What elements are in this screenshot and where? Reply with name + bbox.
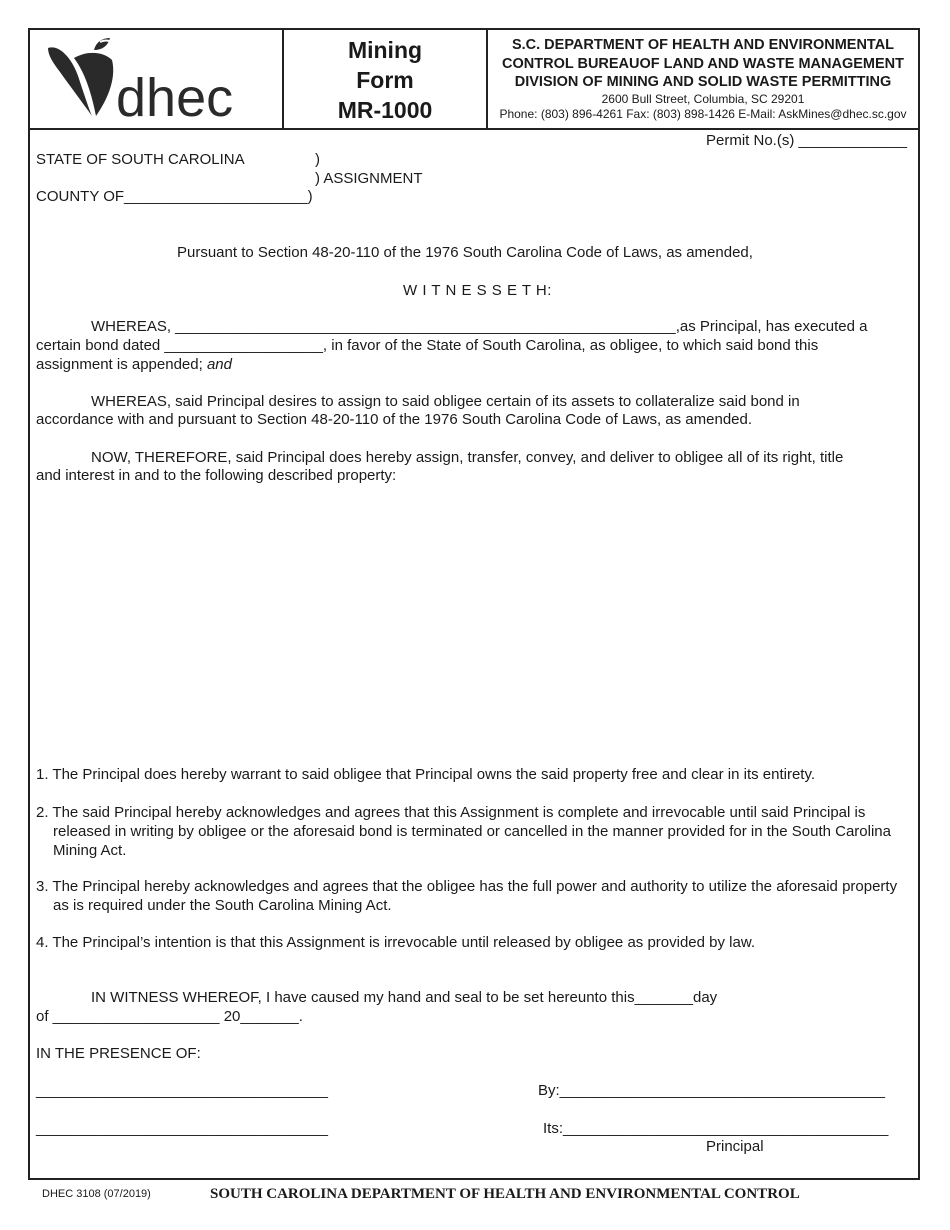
permit-number-field[interactable]: Permit No.(s) _____________ [706,132,907,149]
clause-3: 3. The Principal hereby acknowledges and agrees that the obligee has the full power and authority to utilize the aforesaid property as is required under the South Carolina Mining Act. [36,878,898,914]
caption-paren: ) [315,151,320,168]
dept-line3: DIVISION OF MINING AND SOLID WASTE PERMITTING [514,74,892,90]
dept-address: 2600 Bull Street, Columbia, SC 29201 [601,91,805,106]
svg-text:dhec: dhec [116,68,234,128]
form-title-line1: Mining [347,37,423,63]
presence-label: IN THE PRESENCE OF: [36,1045,201,1062]
pursuant-text: Pursuant to Section 48-20-110 of the 1976 South Carolina Code of Laws, as amended, [177,244,753,261]
clause-4: 4. The Principal’s intention is that this Assignment is irrevocable until released by obligee as provided by law. [36,934,756,951]
footer-agency: SOUTH CAROLINA DEPARTMENT OF HEALTH AND ENVIRONMENTAL CONTROL [210,1186,800,1202]
dept-contact: Phone: (803) 896-4261 Fax: (803) 898-1426 E-Mail: AskMines@dhec.sc.gov [499,106,907,121]
caption-state: STATE OF SOUTH CAROLINA [36,151,245,168]
witness-whereof-line1: IN WITNESS WHEREOF, I have caused my hand and seal to be set hereunto this_______day [91,989,718,1006]
now-therefore-line2: and interest in and to the following described property: [36,467,397,484]
whereas2-line2: accordance with and pursuant to Section 48-20-110 of the 1976 South Carolina Code of Laws, as amended. [36,411,753,428]
whereas2-line1: WHEREAS, said Principal desires to assign to said obligee certain of its assets to collateralize said bond in [91,393,800,410]
clause-2: 2. The said Principal hereby acknowledges and agrees that this Assignment is complete and irrevocable until said Principal is released in writing by obligee or the aforesaid bond is terminated or cancelled in the manner provided for in the South Carolina Mining Act. [36,804,891,859]
whereas1-line2: certain bond dated ___________________, in favor of the State of South Carolina, as obligee, to which said bond this [36,337,819,354]
whereas1-line3-text: assignment is appended; [36,356,207,373]
department-info [488,30,918,128]
its-title-line[interactable]: Its:_______________________________________ [543,1120,889,1137]
footer-form-code: DHEC 3108 (07/2019) [42,1188,151,1200]
form-title-cell [284,30,488,128]
whereas1-and: and [206,356,232,373]
witness-date-field[interactable]: of ____________________ 20_______. [36,1008,303,1025]
county-field[interactable]: COUNTY OF______________________) [36,188,313,205]
witness-signature-line-2[interactable]: ___________________________________ [36,1120,328,1137]
witnesseth-heading: W I T N E S S E T H: [403,282,552,299]
property-description-area[interactable] [36,492,916,760]
whereas1-line1: WHEREAS, ____________________________________________________________,as Principal, has executed a [91,318,868,335]
caption-assignment: ) ASSIGNMENT [315,170,423,187]
clause-1: 1. The Principal does hereby warrant to said obligee that Principal owns the said property free and clear in its entirety. [36,766,816,783]
dept-line1: S.C. DEPARTMENT OF HEALTH AND ENVIRONMENTAL [511,37,895,53]
form-title-line2: Form [356,67,414,93]
witness-signature-line-1[interactable]: ___________________________________ [36,1082,328,1099]
now-therefore-line1: NOW, THEREFORE, said Principal does hereby assign, transfer, convey, and deliver to obligee all of its right, title [91,449,844,466]
dhec-logo-mark-icon [30,30,280,128]
whereas1-line3 [36,356,232,374]
principal-label: Principal [706,1138,764,1155]
form-number: MR-1000 [337,97,433,123]
dept-line2: CONTROL BUREAUOF LAND AND WASTE MANAGEMENT [502,55,904,72]
by-signature-line[interactable]: By:_______________________________________ [538,1082,886,1099]
form-header [30,30,918,130]
dhec-logo [30,30,284,128]
